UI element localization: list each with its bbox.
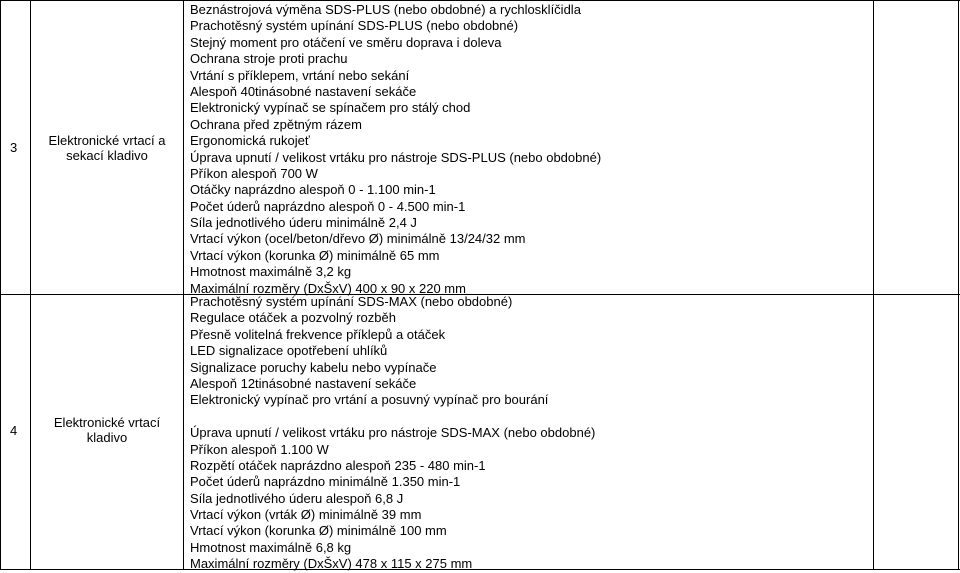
product-name-line: Elektronické vrtací bbox=[53, 415, 161, 430]
spec-line: Hmotnost maximálně 3,2 kg bbox=[190, 264, 352, 280]
spec-list bbox=[190, 2, 601, 297]
spec-line: Otáčky naprázdno alespoň 0 - 1.100 min-1 bbox=[190, 182, 436, 198]
spec-line: Hmotnost maximálně 6,8 kg bbox=[190, 539, 352, 555]
spec-line: Vrtací výkon (ocel/beton/dřevo Ø) minimálně 13/24/32 mm bbox=[190, 231, 526, 247]
spec-line: Vrtací výkon (vrták Ø) minimálně 39 mm bbox=[190, 507, 422, 523]
table-border-right bbox=[958, 0, 959, 570]
product-name-line: kladivo bbox=[86, 430, 128, 445]
column-divider-name bbox=[183, 0, 184, 570]
spec-line: Alespoň 12tinásobné nastavení sekáče bbox=[190, 375, 417, 391]
spec-line: Příkon alespoň 1.100 W bbox=[190, 441, 329, 457]
spec-line: Beznástrojová výměna SDS-PLUS (nebo obdobné) a rychlosklíčidla bbox=[190, 2, 581, 17]
spec-list bbox=[190, 294, 595, 573]
spec-line: Přesně volitelná frekvence příklepů a otáček bbox=[190, 326, 446, 342]
spec-line: Stejný moment pro otáčení ve směru doprava i doleva bbox=[190, 34, 502, 50]
spec-line: Prachotěsný systém upínání SDS-MAX (nebo obdobné) bbox=[190, 294, 513, 309]
spec-line: Elektronický vypínač pro vrtání a posuvný vypínač pro bourání bbox=[190, 392, 549, 408]
spec-line: Vrtací výkon (korunka Ø) minimálně 100 mm bbox=[190, 523, 447, 539]
spec-line: Počet úderů naprázdno alespoň 0 - 4.500 min-1 bbox=[190, 198, 466, 214]
spec-line: Ochrana stroje proti prachu bbox=[190, 51, 348, 67]
spec-line: Vrtací výkon (korunka Ø) minimálně 65 mm bbox=[190, 247, 440, 263]
spec-line: Signalizace poruchy kabelu nebo vypínače bbox=[190, 359, 437, 375]
product-name bbox=[32, 415, 182, 445]
column-divider-number bbox=[30, 0, 31, 570]
spec-gap bbox=[190, 409, 595, 425]
spec-line: Příkon alespoň 700 W bbox=[190, 165, 318, 181]
spec-line: Ochrana před zpětným rázem bbox=[190, 116, 362, 132]
spec-line: Alespoň 40tinásobné nastavení sekáče bbox=[190, 83, 417, 99]
table-border-top bbox=[0, 0, 960, 1]
product-name bbox=[32, 133, 182, 163]
row-number: 4 bbox=[10, 423, 18, 438]
spec-line: Maximální rozměry (DxŠxV) 478 x 115 x 275 mm bbox=[190, 556, 473, 572]
spec-line: Regulace otáček a pozvolný rozběh bbox=[190, 310, 396, 326]
product-name-line: Elektronické vrtací a bbox=[48, 133, 166, 148]
spec-line: Úprava upnutí / velikost vrtáku pro nástroje SDS-MAX (nebo obdobné) bbox=[190, 425, 596, 441]
row-number: 3 bbox=[10, 140, 18, 155]
spec-line: Úprava upnutí / velikost vrtáku pro nástroje SDS-PLUS (nebo obdobné) bbox=[190, 149, 602, 165]
spec-line: Vrtání s příklepem, vrtání nebo sekání bbox=[190, 67, 410, 83]
spec-line: Elektronický vypínač se spínačem pro stálý chod bbox=[190, 100, 471, 116]
spec-line: Síla jednotlivého úderu alespoň 6,8 J bbox=[190, 490, 404, 506]
spec-line: Rozpětí otáček naprázdno alespoň 235 - 480 min-1 bbox=[190, 457, 486, 473]
spec-line: Síla jednotlivého úderu minimálně 2,4 J bbox=[190, 215, 417, 231]
spec-line: Ergonomická rukojeť bbox=[190, 133, 310, 149]
table-border-left bbox=[0, 0, 1, 570]
product-name-line: sekací kladivo bbox=[66, 148, 148, 163]
spec-line: Maximální rozměry (DxŠxV) 400 x 90 x 220 mm bbox=[190, 280, 466, 296]
spec-line: Prachotěsný systém upínání SDS-PLUS (nebo obdobné) bbox=[190, 18, 519, 34]
spec-line: LED signalizace opotřebení uhlíků bbox=[190, 343, 388, 359]
column-divider-spec bbox=[873, 0, 874, 570]
spec-line: Počet úderů naprázdno minimálně 1.350 min-1 bbox=[190, 474, 461, 490]
